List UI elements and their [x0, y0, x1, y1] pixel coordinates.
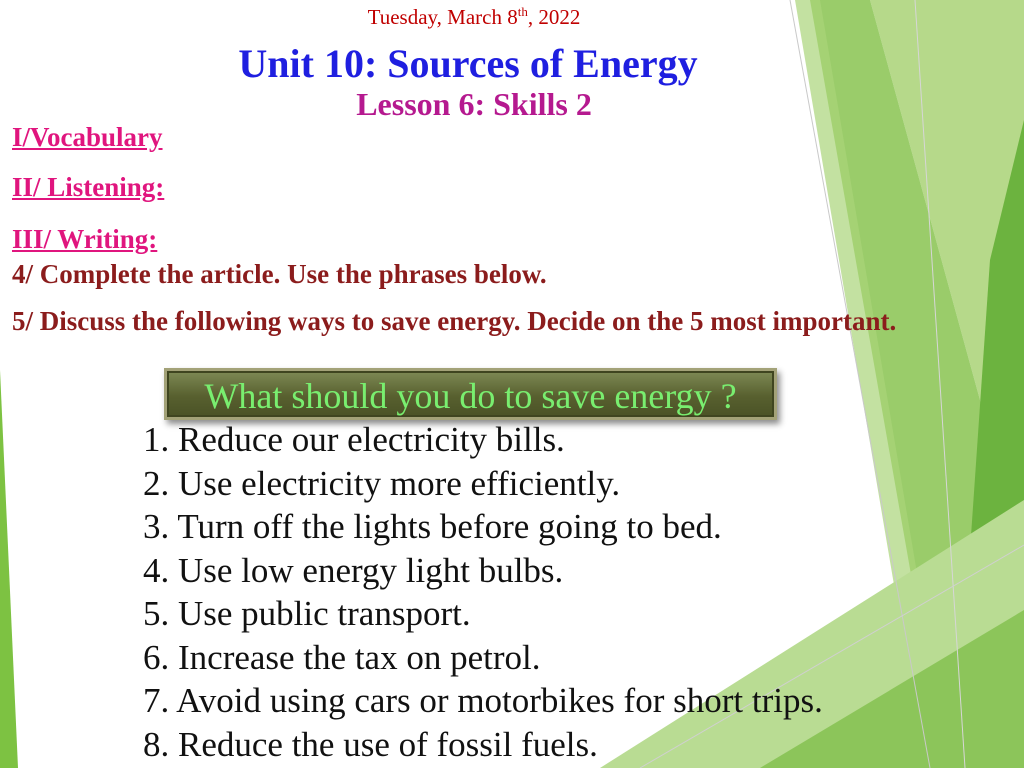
unit-title: Unit 10: Sources of Energy: [238, 41, 698, 86]
date-year: , 2022: [527, 5, 581, 29]
task-5-instruction: 5/ Discuss the following ways to save energy. Decide on the 5 most important.: [12, 306, 897, 336]
list-item: 6. Increase the tax on petrol.: [143, 637, 541, 677]
date-day-month: Tuesday, March 8: [367, 5, 518, 29]
list-item: 7. Avoid using cars or motorbikes for short trips.: [143, 681, 823, 720]
list-item: 1. Reduce our electricity bills.: [143, 420, 565, 459]
list-item: 4. Use low energy light bulbs.: [143, 550, 564, 590]
section-writing-heading: III/ Writing:: [12, 224, 158, 254]
list-item: 2. Use electricity more efficiently.: [143, 463, 621, 503]
date-ordinal-suffix: th: [517, 4, 528, 19]
question-box: [164, 368, 777, 420]
list-item: 5. Use public transport.: [143, 594, 471, 633]
list-item: 8. Reduce the use of fossil fuels.: [143, 724, 598, 764]
section-listening-heading: II/ Listening:: [12, 172, 165, 202]
bg-shape-left-edge: [0, 370, 18, 768]
task-4-instruction: 4/ Complete the article. Use the phrases below.: [12, 259, 547, 289]
date-line: [0, 4, 948, 30]
energy-saving-list: [143, 418, 823, 766]
lesson-title: Lesson 6: Skills 2: [356, 86, 592, 122]
section-vocabulary-heading: I/Vocabulary: [12, 122, 163, 152]
list-item: 3. Turn off the lights before going to bed.: [143, 507, 722, 546]
question-text: What should you do to save energy ?: [204, 376, 737, 416]
